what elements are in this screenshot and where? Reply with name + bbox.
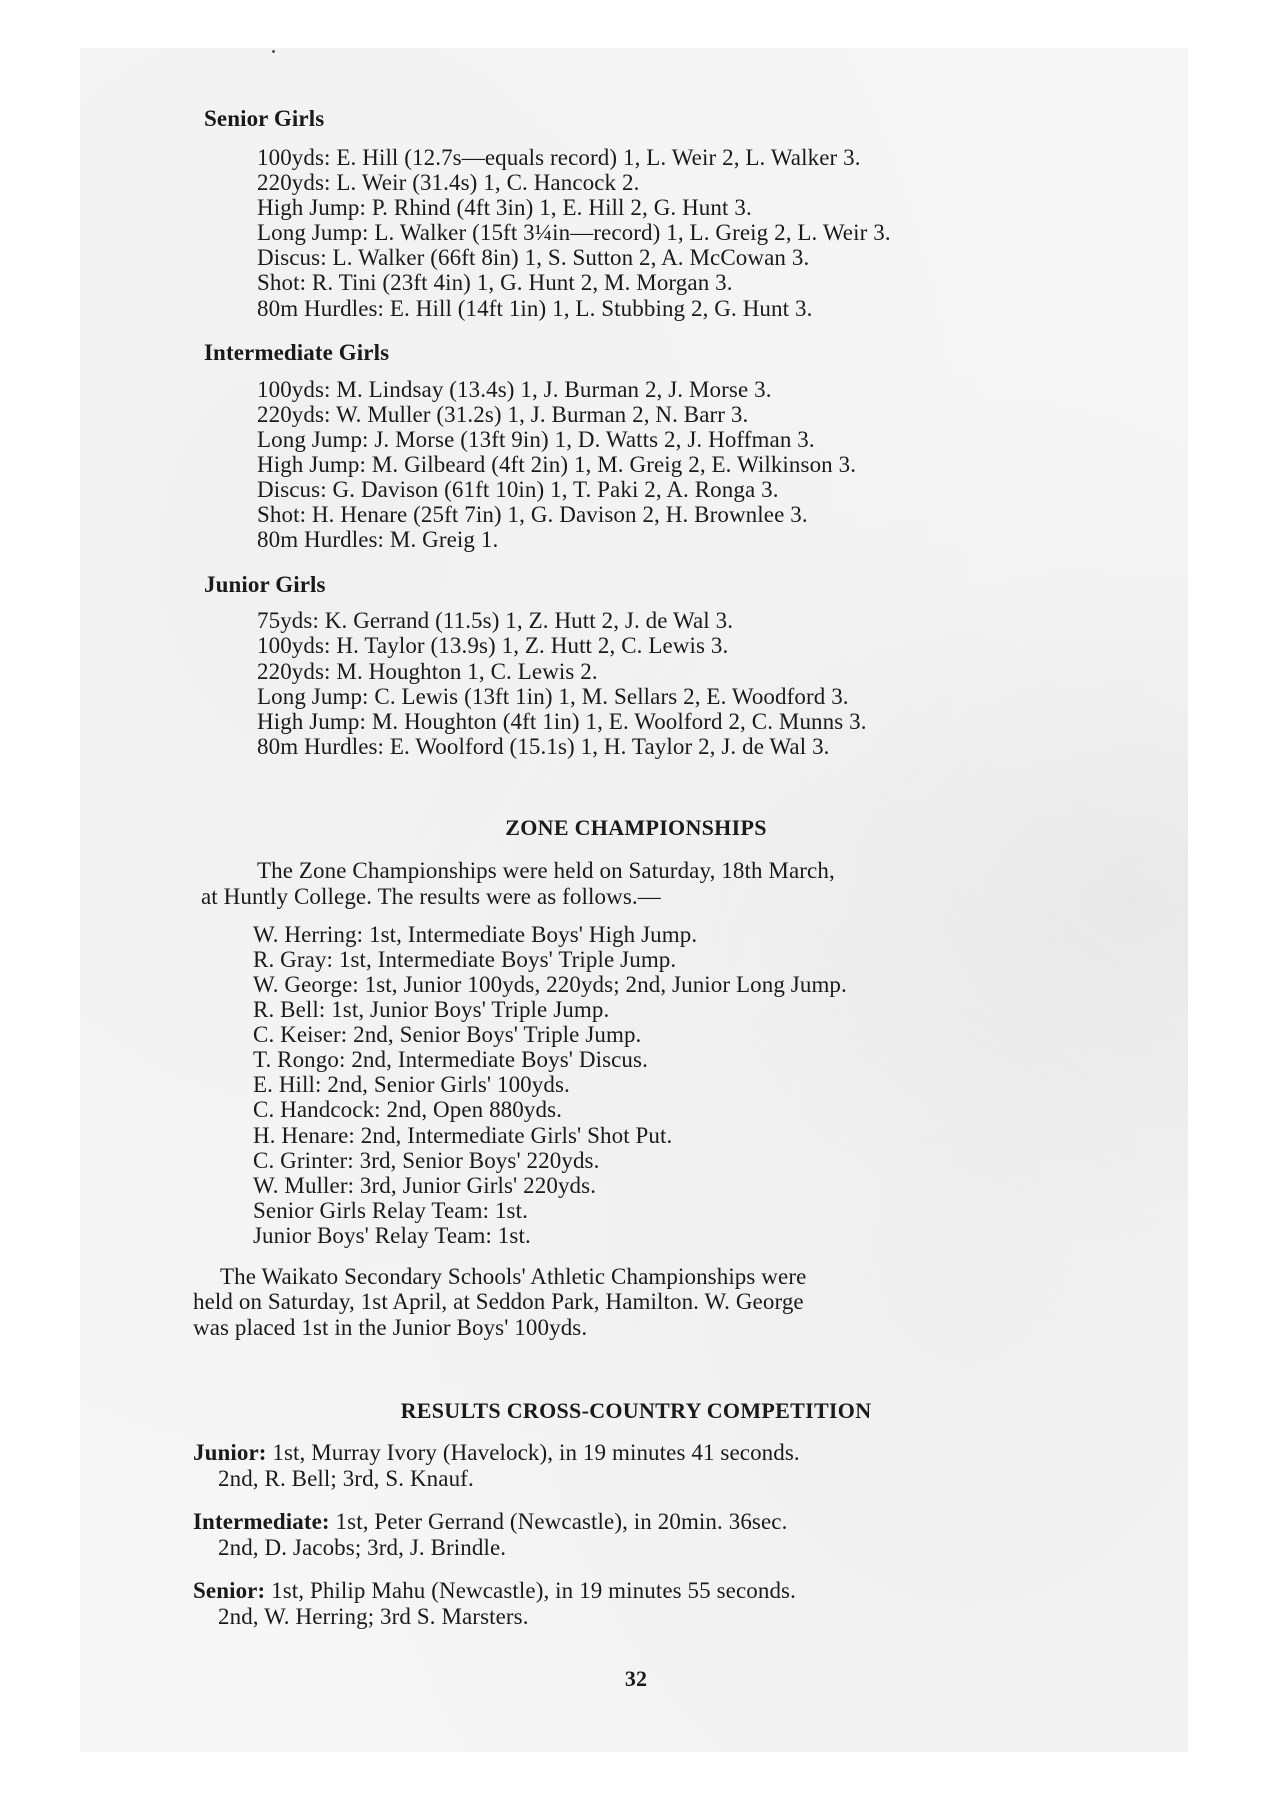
entry-text: 1st, Murray Ivory (Havelock), in 19 minutes 41 seconds. [266, 1440, 800, 1465]
zone-result: Senior Girls Relay Team: 1st. [253, 1198, 528, 1223]
zone-intro-line: The Zone Championships were held on Saturday, 18th March, [257, 858, 835, 883]
entry-text: 1st, Philip Mahu (Newcastle), in 19 minutes 55 seconds. [265, 1578, 796, 1603]
waikato-paragraph-line: held on Saturday, 1st April, at Seddon Park, Hamilton. W. George [193, 1289, 804, 1314]
entry-label: Intermediate: [193, 1509, 330, 1534]
zone-result: Junior Boys' Relay Team: 1st. [253, 1223, 531, 1248]
cross-country-entry [193, 1578, 796, 1604]
result-line: High Jump: M. Gilbeard (4ft 2in) 1, M. Greig 2, E. Wilkinson 3. [257, 452, 857, 477]
result-line: Long Jump: C. Lewis (13ft 1in) 1, M. Sellars 2, E. Woodford 3. [257, 684, 849, 709]
result-line: 220yds: W. Muller (31.2s) 1, J. Burman 2, N. Barr 3. [257, 402, 749, 427]
page-number: 32 [624, 1666, 648, 1691]
zone-result: C. Keiser: 2nd, Senior Boys' Triple Jump. [253, 1022, 642, 1047]
zone-result: C. Grinter: 3rd, Senior Boys' 220yds. [253, 1148, 600, 1173]
speck-mark [272, 50, 275, 53]
zone-result: R. Bell: 1st, Junior Boys' Triple Jump. [253, 997, 610, 1022]
result-line: Long Jump: L. Walker (15ft 3¼in—record) 1, L. Greig 2, L. Weir 3. [257, 220, 891, 245]
result-line: 80m Hurdles: M. Greig 1. [257, 527, 499, 552]
zone-result: W. Herring: 1st, Intermediate Boys' High Jump. [253, 922, 698, 947]
heading-intermediate-girls: Intermediate Girls [204, 340, 390, 365]
result-line: 220yds: M. Houghton 1, C. Lewis 2. [257, 659, 598, 684]
zone-result: W. George: 1st, Junior 100yds, 220yds; 2nd, Junior Long Jump. [253, 972, 847, 997]
result-line: 220yds: L. Weir (31.4s) 1, C. Hancock 2. [257, 170, 640, 195]
result-line: Discus: L. Walker (66ft 8in) 1, S. Sutton 2, A. McCowan 3. [257, 245, 810, 270]
result-line: Long Jump: J. Morse (13ft 9in) 1, D. Watts 2, J. Hoffman 3. [257, 427, 815, 452]
zone-result: E. Hill: 2nd, Senior Girls' 100yds. [253, 1072, 570, 1097]
cross-country-entry [193, 1509, 787, 1535]
result-line: 80m Hurdles: E. Woolford (15.1s) 1, H. Taylor 2, J. de Wal 3. [257, 734, 830, 759]
waikato-paragraph-line: The Waikato Secondary Schools' Athletic Championships were [220, 1264, 807, 1289]
waikato-paragraph-line: was placed 1st in the Junior Boys' 100yds. [193, 1315, 588, 1340]
zone-result: T. Rongo: 2nd, Intermediate Boys' Discus. [253, 1047, 648, 1072]
zone-result: C. Handcock: 2nd, Open 880yds. [253, 1097, 562, 1122]
heading-senior-girls: Senior Girls [204, 106, 325, 131]
entry-label: Junior: [193, 1440, 267, 1465]
result-line: 100yds: M. Lindsay (13.4s) 1, J. Burman 2, J. Morse 3. [257, 377, 772, 402]
heading-junior-girls: Junior Girls [204, 572, 326, 597]
cross-country-entry-line2: 2nd, W. Herring; 3rd S. Marsters. [218, 1604, 529, 1629]
zone-intro-line: at Huntly College. The results were as follows.— [201, 884, 661, 909]
cross-country-entry-line2: 2nd, R. Bell; 3rd, S. Knauf. [218, 1466, 474, 1491]
cross-country-title: RESULTS CROSS-COUNTRY COMPETITION [400, 1398, 872, 1423]
result-line: High Jump: M. Houghton (4ft 1in) 1, E. Woolford 2, C. Munns 3. [257, 709, 867, 734]
zone-result: R. Gray: 1st, Intermediate Boys' Triple Jump. [253, 947, 677, 972]
result-line: 75yds: K. Gerrand (11.5s) 1, Z. Hutt 2, J. de Wal 3. [257, 608, 734, 633]
result-line: 100yds: E. Hill (12.7s—equals record) 1, L. Weir 2, L. Walker 3. [257, 145, 861, 170]
entry-text: 1st, Peter Gerrand (Newcastle), in 20min. 36sec. [329, 1509, 788, 1534]
zone-result: H. Henare: 2nd, Intermediate Girls' Shot Put. [253, 1123, 673, 1148]
entry-label: Senior: [193, 1578, 266, 1603]
result-line: High Jump: P. Rhind (4ft 3in) 1, E. Hill 2, G. Hunt 3. [257, 195, 752, 220]
result-line: Shot: R. Tini (23ft 4in) 1, G. Hunt 2, M. Morgan 3. [257, 270, 733, 295]
result-line: Discus: G. Davison (61ft 10in) 1, T. Paki 2, A. Ronga 3. [257, 477, 779, 502]
result-line: 80m Hurdles: E. Hill (14ft 1in) 1, L. Stubbing 2, G. Hunt 3. [257, 296, 813, 321]
result-line: 100yds: H. Taylor (13.9s) 1, Z. Hutt 2, C. Lewis 3. [257, 633, 729, 658]
zone-championships-title: ZONE CHAMPIONSHIPS [505, 815, 767, 840]
cross-country-entry [193, 1440, 800, 1466]
result-line: Shot: H. Henare (25ft 7in) 1, G. Davison 2, H. Brownlee 3. [257, 502, 808, 527]
cross-country-entry-line2: 2nd, D. Jacobs; 3rd, J. Brindle. [218, 1535, 507, 1560]
zone-result: W. Muller: 3rd, Junior Girls' 220yds. [253, 1173, 597, 1198]
